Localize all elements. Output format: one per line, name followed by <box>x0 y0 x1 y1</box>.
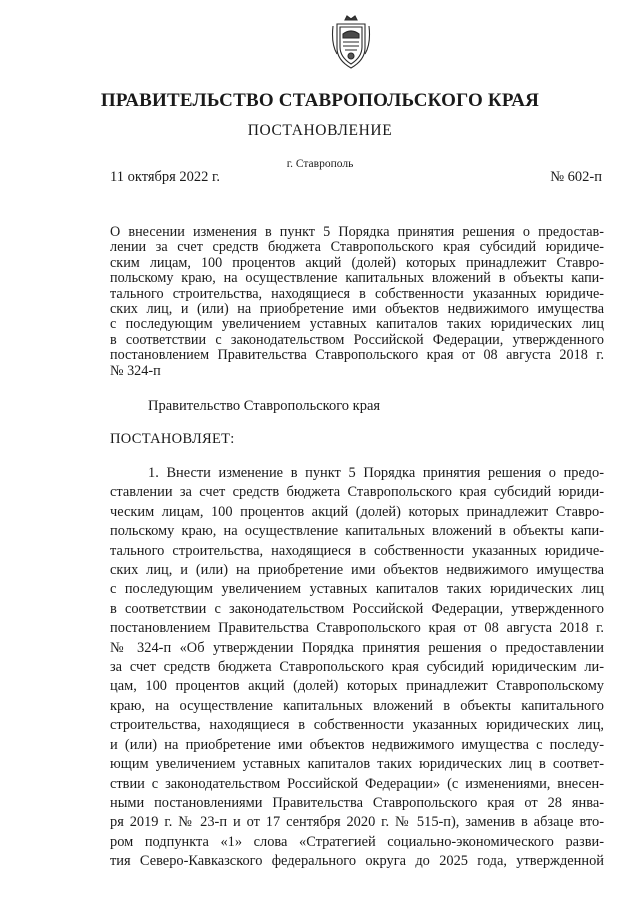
body-line: ских лиц, и (или) на приобретение ими объектов недвижимого имущества <box>110 562 604 579</box>
resolves-heading: ПОСТАНОВЛЯЕТ: <box>110 431 235 447</box>
subject-line: № 324-п <box>110 362 161 379</box>
body-line: в соответствии с законодательством Российской Федерации, утвержденного <box>110 600 604 617</box>
city: г. Ставрополь <box>286 158 354 170</box>
body-line: 1. Внести изменение в пункт 5 Порядка принятия решения о предо- <box>148 465 604 481</box>
preamble: Правительство Ставропольского края <box>148 398 381 414</box>
subject-line: с последующим увеличением уставных капиталов таких юридических лиц <box>110 316 604 333</box>
body-line: постановлением Правительства Ставропольского края от 08 августа 2018 г. <box>110 620 604 637</box>
body-line: цам, 100 процентов акций (долей) которых принадлежит Ставропольскому <box>110 678 604 695</box>
body-line: ющим увеличением уставных капиталов таких юридических лиц в соответ- <box>110 756 604 773</box>
body-line: строительства, находящиеся в собственности указанных юридических лиц, <box>110 717 604 734</box>
subject-line: ским лицам, 100 процентов акций (долей) которых принадлежит Ставро- <box>110 254 604 271</box>
document-subject <box>110 225 604 379</box>
body-line: № 324-п «Об утверждении Порядка принятия решения о предоставлении <box>110 639 604 656</box>
body-line: ствии с законодательством Российской Федерации» (с изменениями, внесен- <box>110 775 604 792</box>
body-line: тия Северо-Кавказского федерального округа до 2025 года, утвержденной <box>110 853 604 870</box>
coat-of-arms-emblem <box>331 14 371 72</box>
subject-line: О внесении изменения в пункт 5 Порядка принятия решения о предостав- <box>110 224 604 240</box>
body-line: ными постановлениями Правительства Ставропольского края от 28 янва- <box>110 794 604 811</box>
subject-line: ских лиц, и (или) на приобретение ими объектов недвижимого имущества <box>110 301 604 318</box>
document-number: № 602-п <box>550 169 602 185</box>
document-date: 11 октября 2022 г. <box>110 169 220 185</box>
body-line: и (или) на приобретение ими объектов недвижимого имущества с последу- <box>110 736 604 753</box>
subject-line: тального строительства, находящиеся в собственности указанных юридиче- <box>110 285 604 302</box>
body-line: ря 2019 г. № 23-п и от 17 сентября 2020 г. № 515-п), заменив в абзаце вто- <box>110 814 604 831</box>
body-line: ставлении за счет средств бюджета Ставропольского края субсидий юриди- <box>110 484 604 501</box>
body-line: польскому краю, на осуществление капитальных вложений в объекты капи- <box>110 523 604 540</box>
body-line: тального строительства, находящиеся в собственности указанных юридиче- <box>110 542 604 559</box>
body-line: ром подпункта «1» слова «Стратегией социально-экономического разви- <box>110 833 604 850</box>
document-body <box>110 464 604 872</box>
subject-line: польскому краю, на осуществление капитальных вложений в объекты капи- <box>110 270 604 287</box>
body-line: ческим лицам, 100 процентов акций (долей) которых принадлежит Ставро- <box>110 503 604 520</box>
subject-line: в соответствии с законодательством Российской Федерации, утвержденного <box>110 331 604 348</box>
body-line: с последующим увеличением уставных капиталов таких юридических лиц <box>110 581 604 598</box>
document-type: ПОСТАНОВЛЕНИЕ <box>247 122 393 139</box>
subject-line: постановлением Правительства Ставропольского края от 08 августа 2018 г. <box>110 347 604 364</box>
subject-line: лении за счет средств бюджета Ставропольского края субсидий юридиче- <box>110 239 604 256</box>
issuer-title: ПРАВИТЕЛЬСТВО СТАВРОПОЛЬСКОГО КРАЯ <box>100 90 540 111</box>
body-line: за счет средств бюджета Ставропольского края субсидий юридическим ли- <box>110 659 604 676</box>
body-line: краю, на осуществление капитальных вложений в объекты капитального <box>110 697 604 714</box>
